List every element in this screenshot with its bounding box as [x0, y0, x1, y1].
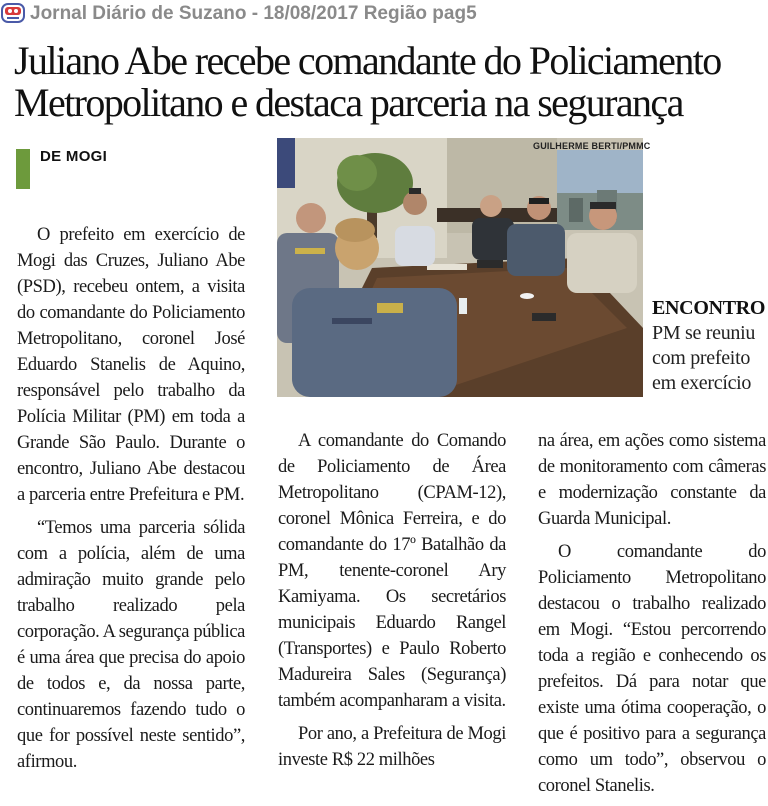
paragraph: “Temos uma parceria sólida com a polícia, além de uma admiração muito grande pelo trabalho realizado pela corporação. A segurança pública é uma área que precisa do apoio de todos e, da nossa parte, continuaremos fazendo tudo o que for possível neste sentido”, afirmou. [17, 518, 245, 772]
source-bar [0, 0, 768, 28]
newspaper-logo-icon [1, 2, 25, 24]
paragraph: Por ano, a Prefeitura de Mogi investe R$ 22 milhões [278, 724, 506, 770]
paragraph: O prefeito em exercício de Mogi das Cruzes, Juliano Abe (PSD), recebeu ontem, a visita do comandante do Policiamento Metropolitano, coronel José Eduardo Stanelis de Aquino, responsável pelo trabalho da Polícia Militar (PM) em toda a Grande São Paulo. Durante o encontro, Juliano Abe destacou a parceria entre Prefeitura e PM. [17, 225, 245, 505]
caption-body [652, 321, 764, 396]
paragraph: A comandante do Comando de Policiamento de Área Metropolitano (CPAM-12), coronel Mônica Ferreira, e do comandante do 17º Batalhão da PM, tenente-coronel Ary Kamiyama. Os secretários municipais Eduardo Rangel (Transportes) e Paulo Roberto Madureira Sales (Segurança) também acompanharam a visita. [278, 431, 506, 711]
paragraph: O comandante do Policiamento Metropolitano destacou o trabalho realizado em Mogi. “Estou percorrendo toda a região e conhecendo os prefeitos. Dá para notar que existe uma ótima cooperação, o que é positivo para a segurança como um todo”, observou o coronel Stanelis. [538, 542, 766, 796]
headline-line: Metropolitano e destaca parceria na segurança [14, 80, 683, 125]
caption-line: com prefeito [652, 347, 751, 369]
headline [14, 40, 764, 124]
source-label: Jornal Diário de Suzano - 18/08/2017 Região pag5 [30, 3, 477, 24]
caption-line: em exercício [652, 372, 752, 394]
meeting-photo-illustration [277, 138, 643, 397]
headline-line: Juliano Abe recebe comandante do Policiamento [14, 38, 721, 83]
paragraph: na área, em ações como sistema de monitoramento com câmeras e modernização constante da Guarda Municipal. [538, 431, 766, 529]
kicker-bar [16, 149, 30, 189]
caption-line: PM se reuniu [652, 322, 756, 344]
column-2 [278, 428, 506, 780]
column-1 [17, 222, 245, 782]
meeting-photo [277, 138, 643, 397]
kicker: DE MOGI [40, 148, 108, 165]
column-3 [538, 428, 766, 806]
photo-credit: GUILHERME BERTI/PMMC [533, 141, 651, 151]
caption-title: ENCONTRO [652, 297, 766, 319]
